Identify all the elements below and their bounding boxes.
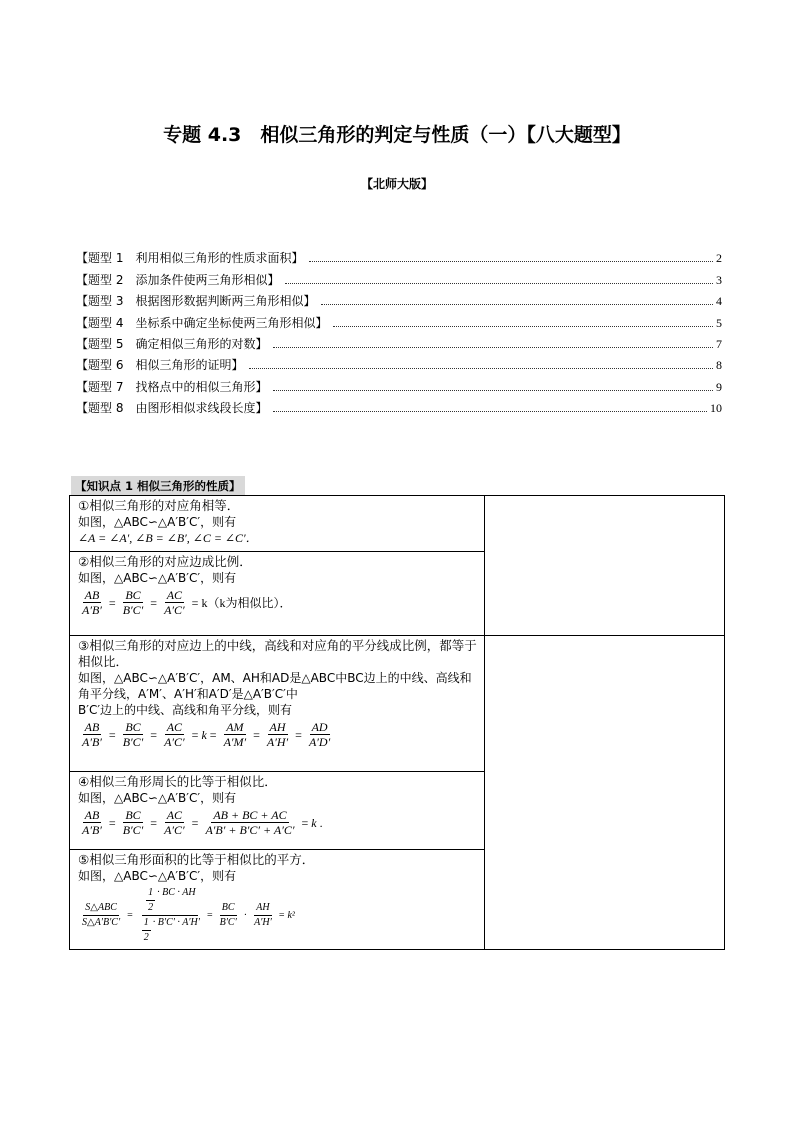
page-subtitle: 【北师大版】 — [360, 177, 433, 191]
fraction-ad: $\frac{AD}{A'D'}$ — [308, 720, 331, 749]
toc-item-page: 9 — [716, 379, 722, 394]
toc-item-page: 2 — [716, 251, 722, 266]
toc-item-label: 【题型 2 添加条件使两三角形相似】 — [76, 272, 280, 287]
toc-item-page: 3 — [716, 272, 722, 287]
property-2-tail: = k（k为相似比）． — [191, 595, 292, 610]
toc-item[interactable] — [76, 266, 722, 287]
toc-item-label: 【题型 3 根据图形数据判断两三角形相似】 — [76, 294, 316, 309]
toc-item[interactable] — [76, 288, 722, 309]
toc-leader-dots — [273, 346, 713, 348]
property-1-cell — [70, 496, 485, 552]
toc-item-label: 【题型 4 坐标系中确定坐标使两三角形相似】 — [76, 315, 328, 330]
toc-item-label: 【题型 1 利用相似三角形的性质求面积】 — [76, 251, 304, 266]
property-3-cell — [70, 636, 485, 772]
toc-item-label: 【题型 8 由图形相似求线段长度】 — [76, 401, 268, 416]
toc-leader-dots — [273, 410, 707, 412]
property-2-formula: $\frac{AB}{A'B'}$ = $\frac{BC}{B'C'}$ = $\frac{AC}{A'C'}$ = k（k为相似比）． — [82, 588, 292, 617]
property-5-intro: 如图，△ABC∽△A′B′C′，则有 — [78, 869, 237, 883]
property-5-cell — [70, 850, 485, 950]
toc-leader-dots — [285, 282, 713, 284]
property-1-title: ①相似三角形的对应角相等． — [78, 498, 240, 513]
toc-item-page: 10 — [710, 401, 722, 416]
toc-leader-dots — [309, 260, 713, 262]
fraction-area: $\frac{\text{S△ABC}}{S\triangle A'B'C'}$ — [82, 902, 121, 928]
toc-item[interactable] — [76, 352, 722, 373]
toc-item-page: 4 — [716, 294, 722, 309]
table-of-contents — [76, 245, 722, 416]
figure-cell-2 — [485, 636, 725, 950]
toc-item-page: 8 — [716, 358, 722, 373]
property-4-formula: $\frac{AB}{A'B'}$ = $\frac{BC}{B'C'}$ = $\frac{AC}{A'C'}$ = $\frac{AB + BC + AC}{A'B' + B'C' + A'C'}$ = k . — [82, 808, 323, 837]
figure-cell-1 — [485, 496, 725, 636]
knowledge-table — [69, 495, 725, 950]
property-3-formula: $\frac{AB}{A'B'}$ = $\frac{BC}{B'C'}$ = $\frac{AC}{A'C'}$ = k = $\frac{AM}{A'M'}$ = $\frac{AH}{A'H'}$ = $\frac{AD}{A'D'}$ — [82, 720, 331, 749]
toc-leader-dots — [333, 325, 713, 327]
fraction-ab: $\frac{AB}{A'B'}$ — [82, 588, 102, 617]
knowledge-point-header: 【知识点 1 相似三角形的性质】 — [71, 476, 245, 496]
toc-leader-dots — [249, 367, 713, 369]
fraction-area-expanded: $\frac{1}{2}$ · BC · AH $\frac{1}{2}$ · B′C′ · A′H′ — [143, 887, 200, 943]
property-5-title: ⑤相似三角形面积的比等于相似比的平方． — [78, 852, 315, 867]
property-5-formula: $\frac{\text{S△ABC}}{S\triangle A'B'C'}$ = $\frac{1}{2}$ · BC · AH $\frac{1}{2}$ · B′C′ · A′H′ = $\frac{BC}{B'C'}$ · $\frac{AH}{A'H'}$ = k² — [82, 887, 295, 943]
toc-item[interactable] — [76, 309, 722, 330]
toc-item-label: 【题型 6 相似三角形的证明】 — [76, 358, 244, 373]
toc-item[interactable] — [76, 395, 722, 416]
property-1-intro: 如图，△ABC∽△A′B′C′，则有 — [78, 515, 237, 529]
toc-leader-dots — [321, 303, 713, 305]
toc-item[interactable] — [76, 245, 722, 266]
fraction-ac: $\frac{AC}{A'C'}$ — [164, 588, 185, 617]
fraction-am: $\frac{AM}{A'M'}$ — [223, 720, 247, 749]
property-4-cell — [70, 772, 485, 850]
fraction-bc: $\frac{BC}{B'C'}$ — [122, 588, 144, 617]
toc-leader-dots — [273, 389, 713, 391]
toc-item-label: 【题型 5 确定相似三角形的对数】 — [76, 336, 268, 351]
property-4-title: ④相似三角形周长的比等于相似比． — [78, 774, 277, 789]
toc-item-label: 【题型 7 找格点中的相似三角形】 — [76, 379, 268, 394]
toc-item-page: 7 — [716, 336, 722, 351]
property-3-line1: 如图，△ABC∽△A′B′C′，AM、AH和AD是△ABC中BC边上的中线、高线和角平分线，A′M′、A′H′和A′D′是△A′B′C′中 — [78, 671, 472, 701]
toc-item-page: 5 — [716, 315, 722, 330]
property-2-title: ②相似三角形的对应边成比例． — [78, 554, 252, 569]
property-2-cell — [70, 552, 485, 636]
property-1-formula: ∠A = ∠A′, ∠B = ∠B′, ∠C = ∠C′． — [78, 531, 258, 545]
fraction-perimeter: $\frac{AB + BC + AC}{A'B' + B'C' + A'C'}$ — [205, 808, 295, 837]
toc-item[interactable] — [76, 331, 722, 352]
property-2-intro: 如图，△ABC∽△A′B′C′，则有 — [78, 571, 237, 585]
property-3-title: ③相似三角形的对应边上的中线，高线和对应角的平分线成比例，都等于相似比． — [78, 638, 477, 669]
toc-item[interactable] — [76, 373, 722, 394]
property-4-intro: 如图，△ABC∽△A′B′C′，则有 — [78, 791, 237, 805]
fraction-ah: $\frac{AH}{A'H'}$ — [266, 720, 289, 749]
property-3-line2: B′C′边上的中线、高线和角平分线，则有 — [78, 703, 293, 717]
page-title: 专题 4.3 相似三角形的判定与性质（一）【八大题型】 — [163, 124, 631, 146]
